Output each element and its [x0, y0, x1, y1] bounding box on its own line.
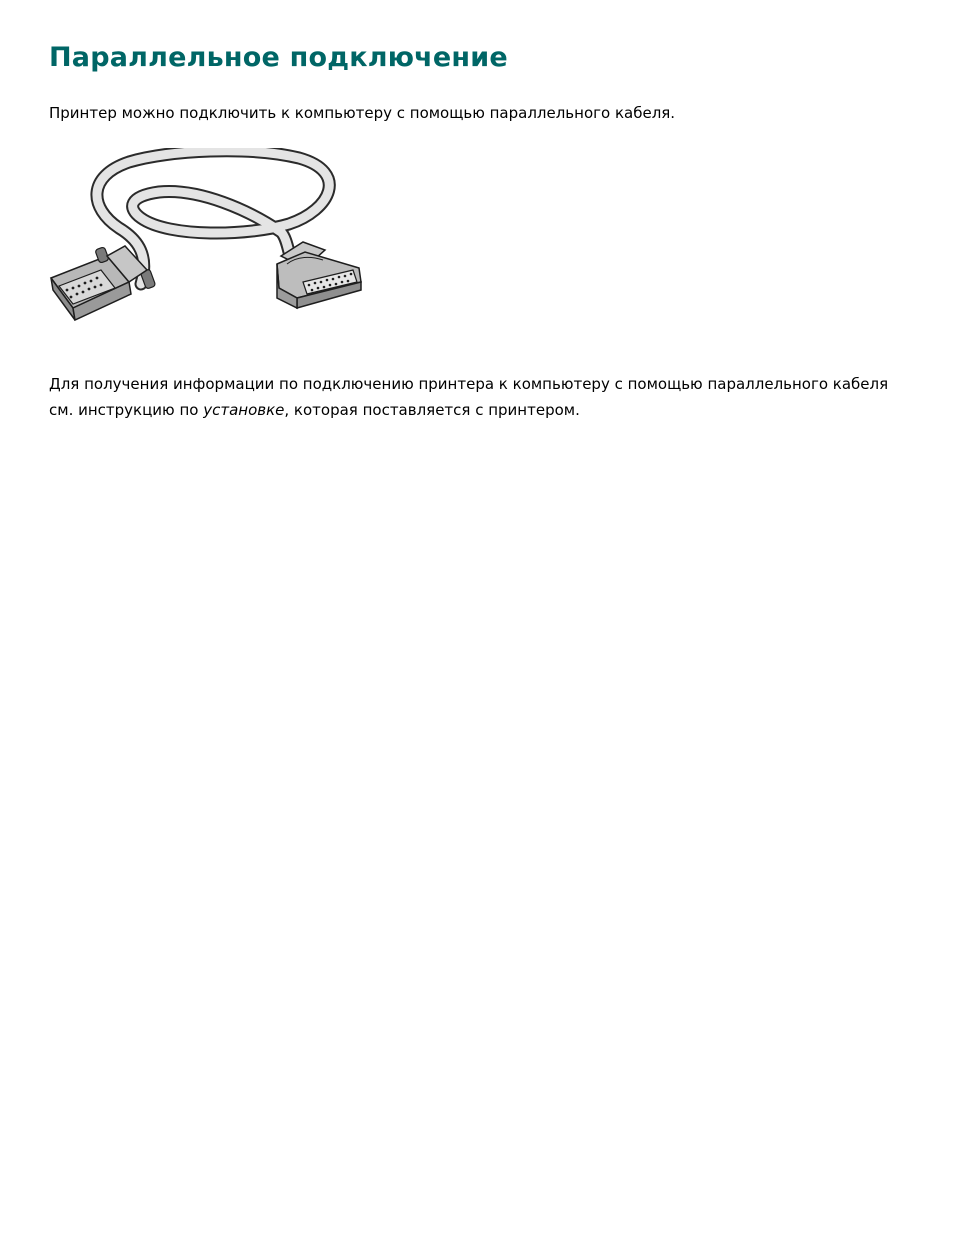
parallel-cable-icon	[49, 148, 365, 340]
info-paragraph	[49, 371, 909, 423]
document-page	[49, 38, 909, 423]
setup-guide-reference: установке	[203, 401, 285, 419]
page-title: Параллельное подключение	[49, 42, 508, 73]
info-text-after: , которая поставляется с принтером.	[284, 401, 580, 419]
info-text-before: Для получения информации по подключению принтера к компьютеру с помощью параллельного кабеля см. инструкцию по	[49, 375, 889, 419]
intro-paragraph: Принтер можно подключить к компьютеру с помощью параллельного кабеля.	[49, 104, 676, 122]
right-connector	[277, 242, 361, 308]
